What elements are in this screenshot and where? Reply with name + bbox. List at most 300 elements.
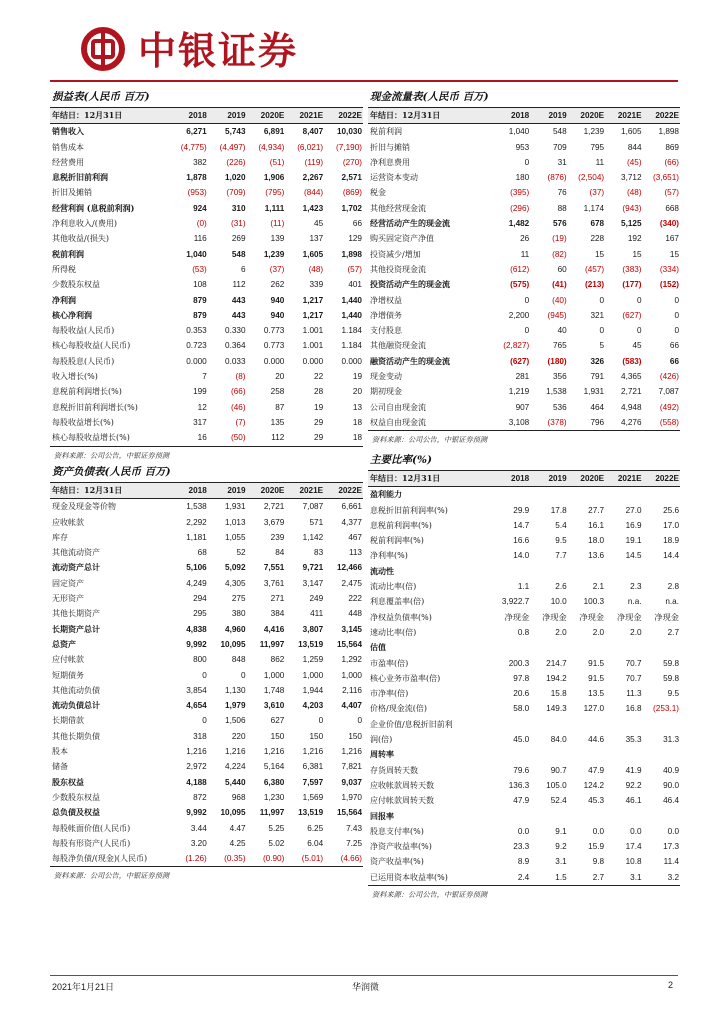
value-cell: 5,743 <box>225 127 246 137</box>
header-label-cell: 年结日：12月31日 <box>50 108 169 124</box>
value-cell: 199 <box>193 387 207 397</box>
value-cell <box>530 640 567 655</box>
table-row <box>50 262 363 277</box>
value-cell: 1,130 <box>225 685 246 695</box>
key-ratios-source-note: 资料来源：公司公告，中银证券预测 <box>372 890 488 900</box>
value-cell: 41.9 <box>625 765 642 775</box>
row-label: 折旧与摊销 <box>370 142 410 152</box>
value-cell: (4,775) <box>180 142 207 152</box>
value-cell <box>530 564 567 579</box>
value-cell: 28 <box>314 387 324 397</box>
header-year-cell: 2021E <box>285 108 324 124</box>
value-cell: (66) <box>230 387 246 397</box>
value-cell: 12,466 <box>336 563 362 573</box>
table-row <box>50 606 363 621</box>
table-row <box>368 338 680 353</box>
value-cell: 59.8 <box>663 673 679 683</box>
row-label: 净资产收益率(%) <box>370 842 432 852</box>
value-cell: 150 <box>270 731 285 741</box>
table-row <box>50 683 363 698</box>
value-cell: 321 <box>590 310 605 320</box>
table-row <box>50 216 363 231</box>
value-cell: 44.6 <box>588 735 605 745</box>
value-cell: (395) <box>510 188 530 198</box>
value-cell: (7) <box>235 417 246 427</box>
value-cell: 576 <box>553 219 567 229</box>
row-label: 收入增长(%) <box>52 372 98 382</box>
value-cell: (4,934) <box>258 142 285 152</box>
value-cell: 872 <box>193 792 207 802</box>
value-cell: (270) <box>342 157 362 167</box>
value-cell <box>605 809 642 824</box>
table-row <box>50 668 363 683</box>
value-cell: 1,605 <box>302 249 324 259</box>
value-cell <box>568 809 605 824</box>
value-cell: 295 <box>193 609 207 619</box>
value-cell: 84 <box>275 548 285 558</box>
value-cell: 796 <box>568 415 605 431</box>
value-cell: (8) <box>235 372 246 382</box>
value-cell: 795 <box>590 142 605 152</box>
value-cell: 52.4 <box>550 796 567 806</box>
row-label: 少数股东权益 <box>52 280 100 290</box>
value-cell: 4,654 <box>186 701 207 711</box>
value-cell: 228 <box>590 234 605 244</box>
value-cell: 1,259 <box>302 655 324 665</box>
row-label: 股本 <box>52 747 68 757</box>
value-cell: (627) <box>510 356 530 366</box>
value-cell: 22 <box>314 372 324 382</box>
value-cell: 678 <box>590 219 605 229</box>
table-header-row <box>50 483 363 499</box>
value-cell <box>605 487 642 503</box>
value-cell: 9,037 <box>341 777 362 787</box>
table-row <box>368 308 680 323</box>
value-cell: (40) <box>552 295 567 305</box>
row-label: 现金变动 <box>370 372 402 382</box>
value-cell: 6.04 <box>307 838 324 848</box>
value-cell: 2,571 <box>341 173 362 183</box>
value-cell: (57) <box>347 264 362 274</box>
value-cell: 13.5 <box>588 689 605 699</box>
value-cell: (296) <box>510 203 530 213</box>
value-cell: 536 <box>553 402 567 412</box>
table-row <box>50 698 363 713</box>
value-cell: 384 <box>270 609 285 619</box>
value-cell: 294 <box>193 594 207 604</box>
header-year-cell: 2018 <box>169 108 208 124</box>
value-cell: 2.8 <box>667 582 679 592</box>
value-cell: 0.000 <box>263 356 285 366</box>
value-cell: 924 <box>193 203 207 213</box>
value-cell: 1,898 <box>658 127 679 137</box>
row-label: 息税折旧前利润增长(%) <box>52 402 138 412</box>
row-label: 每股收益增长(%) <box>52 417 114 427</box>
row-label: 其他投资现金流 <box>370 264 426 274</box>
table-row <box>50 775 363 790</box>
value-cell: 1,569 <box>302 792 324 802</box>
value-cell: 1,979 <box>225 701 246 711</box>
value-cell: 3.20 <box>190 838 207 848</box>
value-cell: 2,475 <box>341 578 362 588</box>
table-row <box>50 308 363 323</box>
value-cell: 11.4 <box>663 857 679 867</box>
table-row <box>50 369 363 384</box>
row-label: 盈利能力 <box>370 489 402 500</box>
header-year-cell: 2021E <box>605 108 642 124</box>
row-label: 价格/现金流(倍) <box>370 704 427 714</box>
row-label: 现金及现金等价物 <box>52 502 116 512</box>
value-cell: 17.3 <box>663 842 679 852</box>
value-cell: 1,878 <box>186 173 207 183</box>
row-label: 净利息费用 <box>370 157 410 167</box>
value-cell: 844 <box>627 142 642 152</box>
row-label: 市净率(倍) <box>370 689 409 699</box>
row-label: 总资产 <box>52 638 76 649</box>
value-cell: 249 <box>309 594 324 604</box>
value-cell: (180) <box>547 356 567 366</box>
value-cell: 907 <box>515 402 530 412</box>
header-year-cell: 2021E <box>285 483 324 499</box>
value-cell: 9.5 <box>555 536 567 546</box>
value-cell: 6,891 <box>263 127 285 137</box>
value-cell: 4,838 <box>186 624 207 634</box>
value-cell: 2.6 <box>555 582 567 592</box>
value-cell: 108 <box>193 280 207 290</box>
row-label: 经营利润 (息税前利润) <box>52 202 135 213</box>
row-label: 应付帐款周转天数 <box>370 796 434 806</box>
table-row <box>50 499 363 515</box>
value-cell: 848 <box>231 655 246 665</box>
value-cell: (426) <box>659 372 679 382</box>
value-cell: 180 <box>515 173 530 183</box>
table-row <box>368 548 680 563</box>
value-cell: 1.184 <box>341 341 362 351</box>
value-cell: 1,239 <box>263 249 285 259</box>
table-row <box>368 155 680 170</box>
table-row <box>368 170 680 185</box>
header-year-cell: 2020E <box>568 108 605 124</box>
header-year-cell: 2018 <box>493 108 530 124</box>
table-row <box>368 354 680 369</box>
value-cell: 10,030 <box>336 127 362 137</box>
value-cell: 214.7 <box>546 658 567 668</box>
value-cell: 443 <box>231 295 246 305</box>
header-label-cell: 年结日：12月31日 <box>368 108 493 124</box>
table-row <box>50 744 363 759</box>
table-row <box>50 637 363 652</box>
value-cell: 91.5 <box>588 673 605 683</box>
value-cell: 0 <box>674 326 679 336</box>
row-label: 资产收益率(%) <box>370 857 424 867</box>
value-cell: (226) <box>226 157 246 167</box>
value-cell: 12 <box>197 402 207 412</box>
table-row <box>368 778 680 793</box>
row-label: 流动性 <box>370 565 394 576</box>
value-cell: (45) <box>626 157 642 167</box>
value-cell: 1,482 <box>508 219 530 229</box>
value-cell: 45 <box>314 219 324 229</box>
table-header-row <box>368 108 680 124</box>
value-cell: 45 <box>632 341 642 351</box>
value-cell: 1,538 <box>546 387 567 397</box>
value-cell: 0.000 <box>186 356 207 366</box>
value-cell: 70.7 <box>625 658 642 668</box>
value-cell: 448 <box>348 609 362 619</box>
value-cell: (48) <box>626 188 642 198</box>
value-cell: 192 <box>627 234 642 244</box>
value-cell: 8,407 <box>302 127 324 137</box>
value-cell: (48) <box>308 264 324 274</box>
row-label: 周转率 <box>370 749 394 760</box>
value-cell: 90.7 <box>550 765 567 775</box>
value-cell <box>493 809 530 824</box>
bank-of-china-logo-icon <box>80 26 126 72</box>
value-cell: 2,721 <box>263 502 285 512</box>
table-row <box>50 124 363 140</box>
value-cell: 2.0 <box>630 627 642 637</box>
value-cell: 467 <box>348 532 362 542</box>
value-cell: 13.6 <box>588 551 605 561</box>
value-cell: 326 <box>590 356 605 366</box>
value-cell: 2,972 <box>186 762 207 772</box>
value-cell: 31.3 <box>663 735 679 745</box>
value-cell: (37) <box>589 188 605 198</box>
value-cell <box>643 717 680 732</box>
table-row <box>368 400 680 415</box>
table-row <box>50 652 363 667</box>
table-row <box>50 515 363 530</box>
table-row <box>368 701 680 716</box>
value-cell: 3,610 <box>263 701 285 711</box>
value-cell: 90.0 <box>663 780 679 790</box>
table-row <box>50 415 363 430</box>
value-cell: 150 <box>348 731 362 741</box>
table-row <box>50 591 363 606</box>
value-cell: 4.47 <box>229 823 246 833</box>
row-label: 每股有形资产(人民币) <box>52 838 131 848</box>
value-cell: 18 <box>352 417 362 427</box>
value-cell: (709) <box>226 188 246 198</box>
table-row <box>368 277 680 292</box>
row-label: 融资活动产生的现金流 <box>370 355 450 366</box>
table-row <box>368 533 680 548</box>
value-cell: 9,721 <box>302 563 324 573</box>
header-year-cell: 2019 <box>530 108 567 124</box>
row-label: 流动资产总计 <box>52 562 100 573</box>
value-cell: 220 <box>231 731 246 741</box>
footer-divider <box>50 975 678 976</box>
table-row <box>50 201 363 216</box>
value-cell: 1,216 <box>263 747 285 757</box>
header-year-cell: 2018 <box>493 471 530 487</box>
value-cell: 1,181 <box>186 532 207 542</box>
row-label: 流动比率(倍) <box>370 582 417 592</box>
value-cell: 16.1 <box>588 520 605 530</box>
value-cell: 4,276 <box>605 415 642 431</box>
footer-company: 华润微 <box>352 983 380 993</box>
value-cell: 262 <box>270 280 285 290</box>
value-cell <box>605 717 642 732</box>
value-cell: 862 <box>270 655 285 665</box>
value-cell: 4,365 <box>621 372 642 382</box>
value-cell: (612) <box>510 264 530 274</box>
value-cell <box>605 564 642 579</box>
value-cell: 194.2 <box>546 673 567 683</box>
value-cell: 1,055 <box>225 532 246 542</box>
value-cell: 1,898 <box>341 249 362 259</box>
value-cell: (66) <box>664 157 679 167</box>
value-cell: 0 <box>357 716 362 726</box>
balance-sheet-source-note: 资料来源：公司公告，中银证券预测 <box>54 871 170 881</box>
value-cell: 7.7 <box>555 551 567 561</box>
value-cell: 0.0 <box>592 826 605 836</box>
value-cell: 1,931 <box>583 387 605 397</box>
table-row <box>368 656 680 671</box>
value-cell: 0.353 <box>186 326 207 336</box>
table-row <box>368 870 680 886</box>
row-label: 无形资产 <box>52 594 84 604</box>
value-cell: 271 <box>270 594 285 604</box>
value-cell: 239 <box>270 532 285 542</box>
value-cell: 3,147 <box>302 578 324 588</box>
value-cell: 29.9 <box>513 505 530 515</box>
value-cell: 765 <box>553 341 567 351</box>
value-cell: 318 <box>193 731 207 741</box>
value-cell <box>530 717 567 732</box>
value-cell: 16.6 <box>513 536 530 546</box>
value-cell: 5.4 <box>555 520 567 530</box>
value-cell <box>530 747 567 762</box>
value-cell: 76 <box>557 188 567 198</box>
value-cell: (4,497) <box>219 142 246 152</box>
value-cell: 2.7 <box>667 627 679 637</box>
value-cell: 40 <box>557 326 567 336</box>
table-row <box>368 839 680 854</box>
table-row <box>50 277 363 292</box>
value-cell: 52 <box>236 548 246 558</box>
balance-sheet-table <box>50 483 363 867</box>
value-cell: 13,519 <box>298 808 324 818</box>
value-cell <box>643 809 680 824</box>
value-cell: 15 <box>632 249 642 259</box>
row-label: 其他收益/(损失) <box>52 234 109 244</box>
row-label: 投资减少/增加 <box>370 249 421 259</box>
row-label: 权益自由现金流 <box>368 415 493 431</box>
value-cell: 5,164 <box>263 762 285 772</box>
brand-name: 中银证券 <box>138 29 299 73</box>
row-label: 应收帐款 <box>52 517 84 527</box>
value-cell: 0 <box>202 716 207 726</box>
value-cell: 1,219 <box>508 387 530 397</box>
value-cell: 23.3 <box>513 842 530 852</box>
header-year-cell: 2022E <box>324 108 363 124</box>
value-cell: 6,381 <box>302 762 324 772</box>
value-cell <box>530 809 567 824</box>
table-row <box>368 384 680 399</box>
row-label: 核心净利润 <box>52 309 92 320</box>
value-cell: 1,931 <box>225 502 246 512</box>
value-cell: 3,854 <box>186 685 207 695</box>
value-cell: 2.0 <box>555 627 567 637</box>
value-cell: 869 <box>665 142 679 152</box>
value-cell: 3,761 <box>263 578 285 588</box>
table-row <box>368 262 680 277</box>
table-row <box>368 625 680 640</box>
row-label: 税金 <box>370 188 386 198</box>
row-label: 折旧及摊销 <box>52 188 92 198</box>
value-cell: 5.02 <box>268 838 285 848</box>
value-cell: 26 <box>520 234 530 244</box>
table-row <box>50 170 363 185</box>
table-row <box>50 338 363 353</box>
row-label: 其他经营现金流 <box>370 203 426 213</box>
row-label: 应收帐款周转天数 <box>370 780 434 790</box>
value-cell: 0.033 <box>225 356 246 366</box>
value-cell: 1,013 <box>225 517 246 527</box>
value-cell: 16.8 <box>625 704 642 714</box>
value-cell: 113 <box>348 548 362 558</box>
value-cell: 124.2 <box>583 780 605 790</box>
value-cell: 4,188 <box>186 777 207 787</box>
table-row <box>50 821 363 836</box>
value-cell: 9.1 <box>555 826 567 836</box>
header-year-cell: 2019 <box>208 483 247 499</box>
value-cell: 129 <box>348 234 362 244</box>
value-cell: 2,721 <box>621 387 642 397</box>
value-cell: 91.5 <box>588 658 605 668</box>
value-cell: 1.1 <box>517 582 530 592</box>
value-cell <box>493 564 530 579</box>
value-cell: 2.0 <box>592 627 605 637</box>
value-cell: 4,203 <box>302 701 324 711</box>
value-cell: 3.2 <box>643 870 680 886</box>
value-cell: 3,807 <box>302 624 324 634</box>
value-cell: (943) <box>622 203 642 213</box>
header-label-cell: 年结日：12月31日 <box>368 471 493 487</box>
row-label: 所得税 <box>52 264 76 274</box>
value-cell: 1.5 <box>530 870 567 886</box>
row-label: 长期资产总计 <box>52 623 100 634</box>
value-cell: 9.8 <box>592 857 605 867</box>
value-cell: 4,416 <box>263 624 285 634</box>
value-cell: 3.1 <box>605 870 642 886</box>
value-cell: 70.7 <box>625 673 642 683</box>
table-row <box>368 231 680 246</box>
value-cell: 0 <box>636 295 642 305</box>
table-row <box>50 545 363 560</box>
value-cell: 401 <box>348 280 362 290</box>
value-cell: (457) <box>584 264 605 274</box>
value-cell: 88 <box>557 203 567 213</box>
table-row <box>50 185 363 200</box>
header-year-cell: 2022E <box>643 108 680 124</box>
value-cell: 11,997 <box>259 808 285 818</box>
value-cell: 4,305 <box>225 578 246 588</box>
value-cell: 1,748 <box>263 685 285 695</box>
row-label: 息税前利润率(%) <box>370 520 432 530</box>
header-label-cell: 年结日：12月31日 <box>50 483 169 499</box>
table-row <box>368 185 680 200</box>
value-cell: 10,095 <box>220 808 246 818</box>
value-cell: 200.3 <box>508 658 530 668</box>
value-cell: 310 <box>231 203 246 213</box>
value-cell: (953) <box>187 188 207 198</box>
value-cell: 2,200 <box>508 310 530 320</box>
table-row <box>368 247 680 262</box>
row-label: 税前利润率(%) <box>370 536 424 546</box>
value-cell: 258 <box>270 387 285 397</box>
